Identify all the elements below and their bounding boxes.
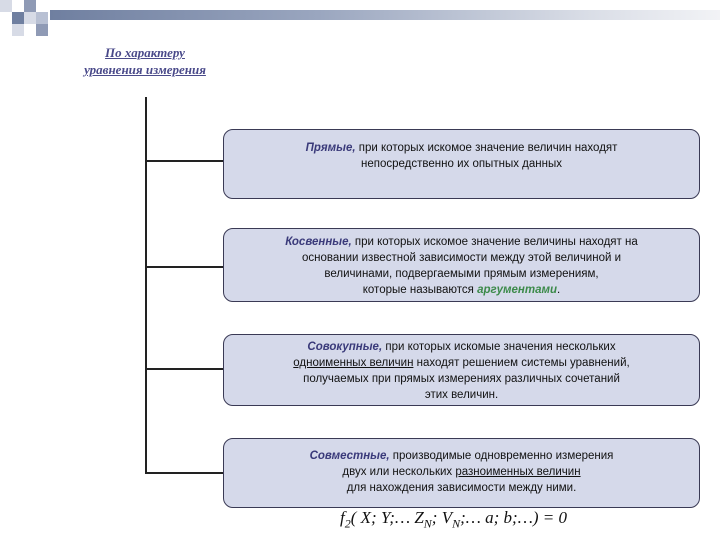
- box-joint-text-3: для нахождения зависимости между ними.: [346, 482, 577, 494]
- box-joint-line-1: [234, 448, 689, 464]
- box-aggregate-line-2: [234, 355, 689, 371]
- formula-sub-n2: N: [452, 516, 461, 531]
- title-line-2: уравнения измерения: [84, 62, 206, 77]
- box-direct-line-1: [234, 140, 689, 156]
- formula-part-1: ( X; Y;… Z: [350, 508, 424, 527]
- formula-sub-2: 2: [344, 516, 351, 531]
- box-joint-text-2: двух или нескольких: [342, 466, 456, 478]
- header-bar: [50, 10, 720, 20]
- branch-line-3: [145, 368, 225, 370]
- formula-function: f: [340, 508, 345, 527]
- branch-line-4: [145, 472, 225, 474]
- box-direct-keyword: Прямые,: [305, 142, 356, 154]
- box-direct-text-1: при которых искомое значение величин находят: [355, 142, 618, 154]
- box-indirect: [223, 228, 700, 302]
- box-aggregate-line-1: [234, 339, 689, 355]
- box-indirect-text-4: которые называются: [362, 284, 478, 296]
- same-name-quantities: одноименных величин: [293, 357, 414, 369]
- formula-part-3: ;… a; b;…) = 0: [460, 508, 567, 527]
- box-direct: [223, 129, 700, 199]
- branch-line-1: [145, 160, 225, 162]
- joint-measurement-formula: [340, 508, 567, 531]
- argument-term: аргументами: [477, 284, 558, 296]
- diagram-title: [60, 44, 230, 78]
- box-direct-text-2: непосредственно их опытных данных: [361, 158, 562, 170]
- box-joint-text-1: производимые одновременно измерения: [389, 450, 614, 462]
- box-aggregate-text-3: получаемых при прямых измерениях различных сочетаний: [303, 373, 620, 385]
- header-decoration: [0, 0, 720, 46]
- box-aggregate-text-1: при которых искомые значения нескольких: [382, 341, 616, 353]
- box-aggregate-text-2: находят решением системы уравнений,: [413, 357, 630, 369]
- formula-sub-n1: N: [423, 516, 432, 531]
- box-indirect-tail: .: [557, 284, 561, 296]
- box-aggregate: [223, 334, 700, 406]
- title-line-1: По характеру: [105, 45, 185, 60]
- box-joint-line-2: [234, 464, 689, 480]
- box-indirect-line-4: [234, 282, 689, 298]
- box-indirect-keyword: Косвенные,: [285, 236, 352, 248]
- box-indirect-text-2: основании известной зависимости между этой величиной и: [301, 252, 622, 264]
- formula-part-2: ; V: [431, 508, 453, 527]
- box-aggregate-text-4: этих величин.: [424, 389, 499, 401]
- box-indirect-text-1: при которых искомое значение величины находят на: [351, 236, 638, 248]
- box-indirect-line-1: [234, 234, 689, 250]
- different-name-quantities: разноименных величин: [455, 466, 581, 478]
- box-aggregate-keyword: Совокупные,: [307, 341, 383, 353]
- branch-line-2: [145, 266, 225, 268]
- box-joint-keyword: Совместные,: [309, 450, 390, 462]
- box-indirect-text-3: величинами, подвергаемыми прямым измерениям,: [324, 268, 599, 280]
- trunk-line: [145, 97, 147, 473]
- box-joint: [223, 438, 700, 508]
